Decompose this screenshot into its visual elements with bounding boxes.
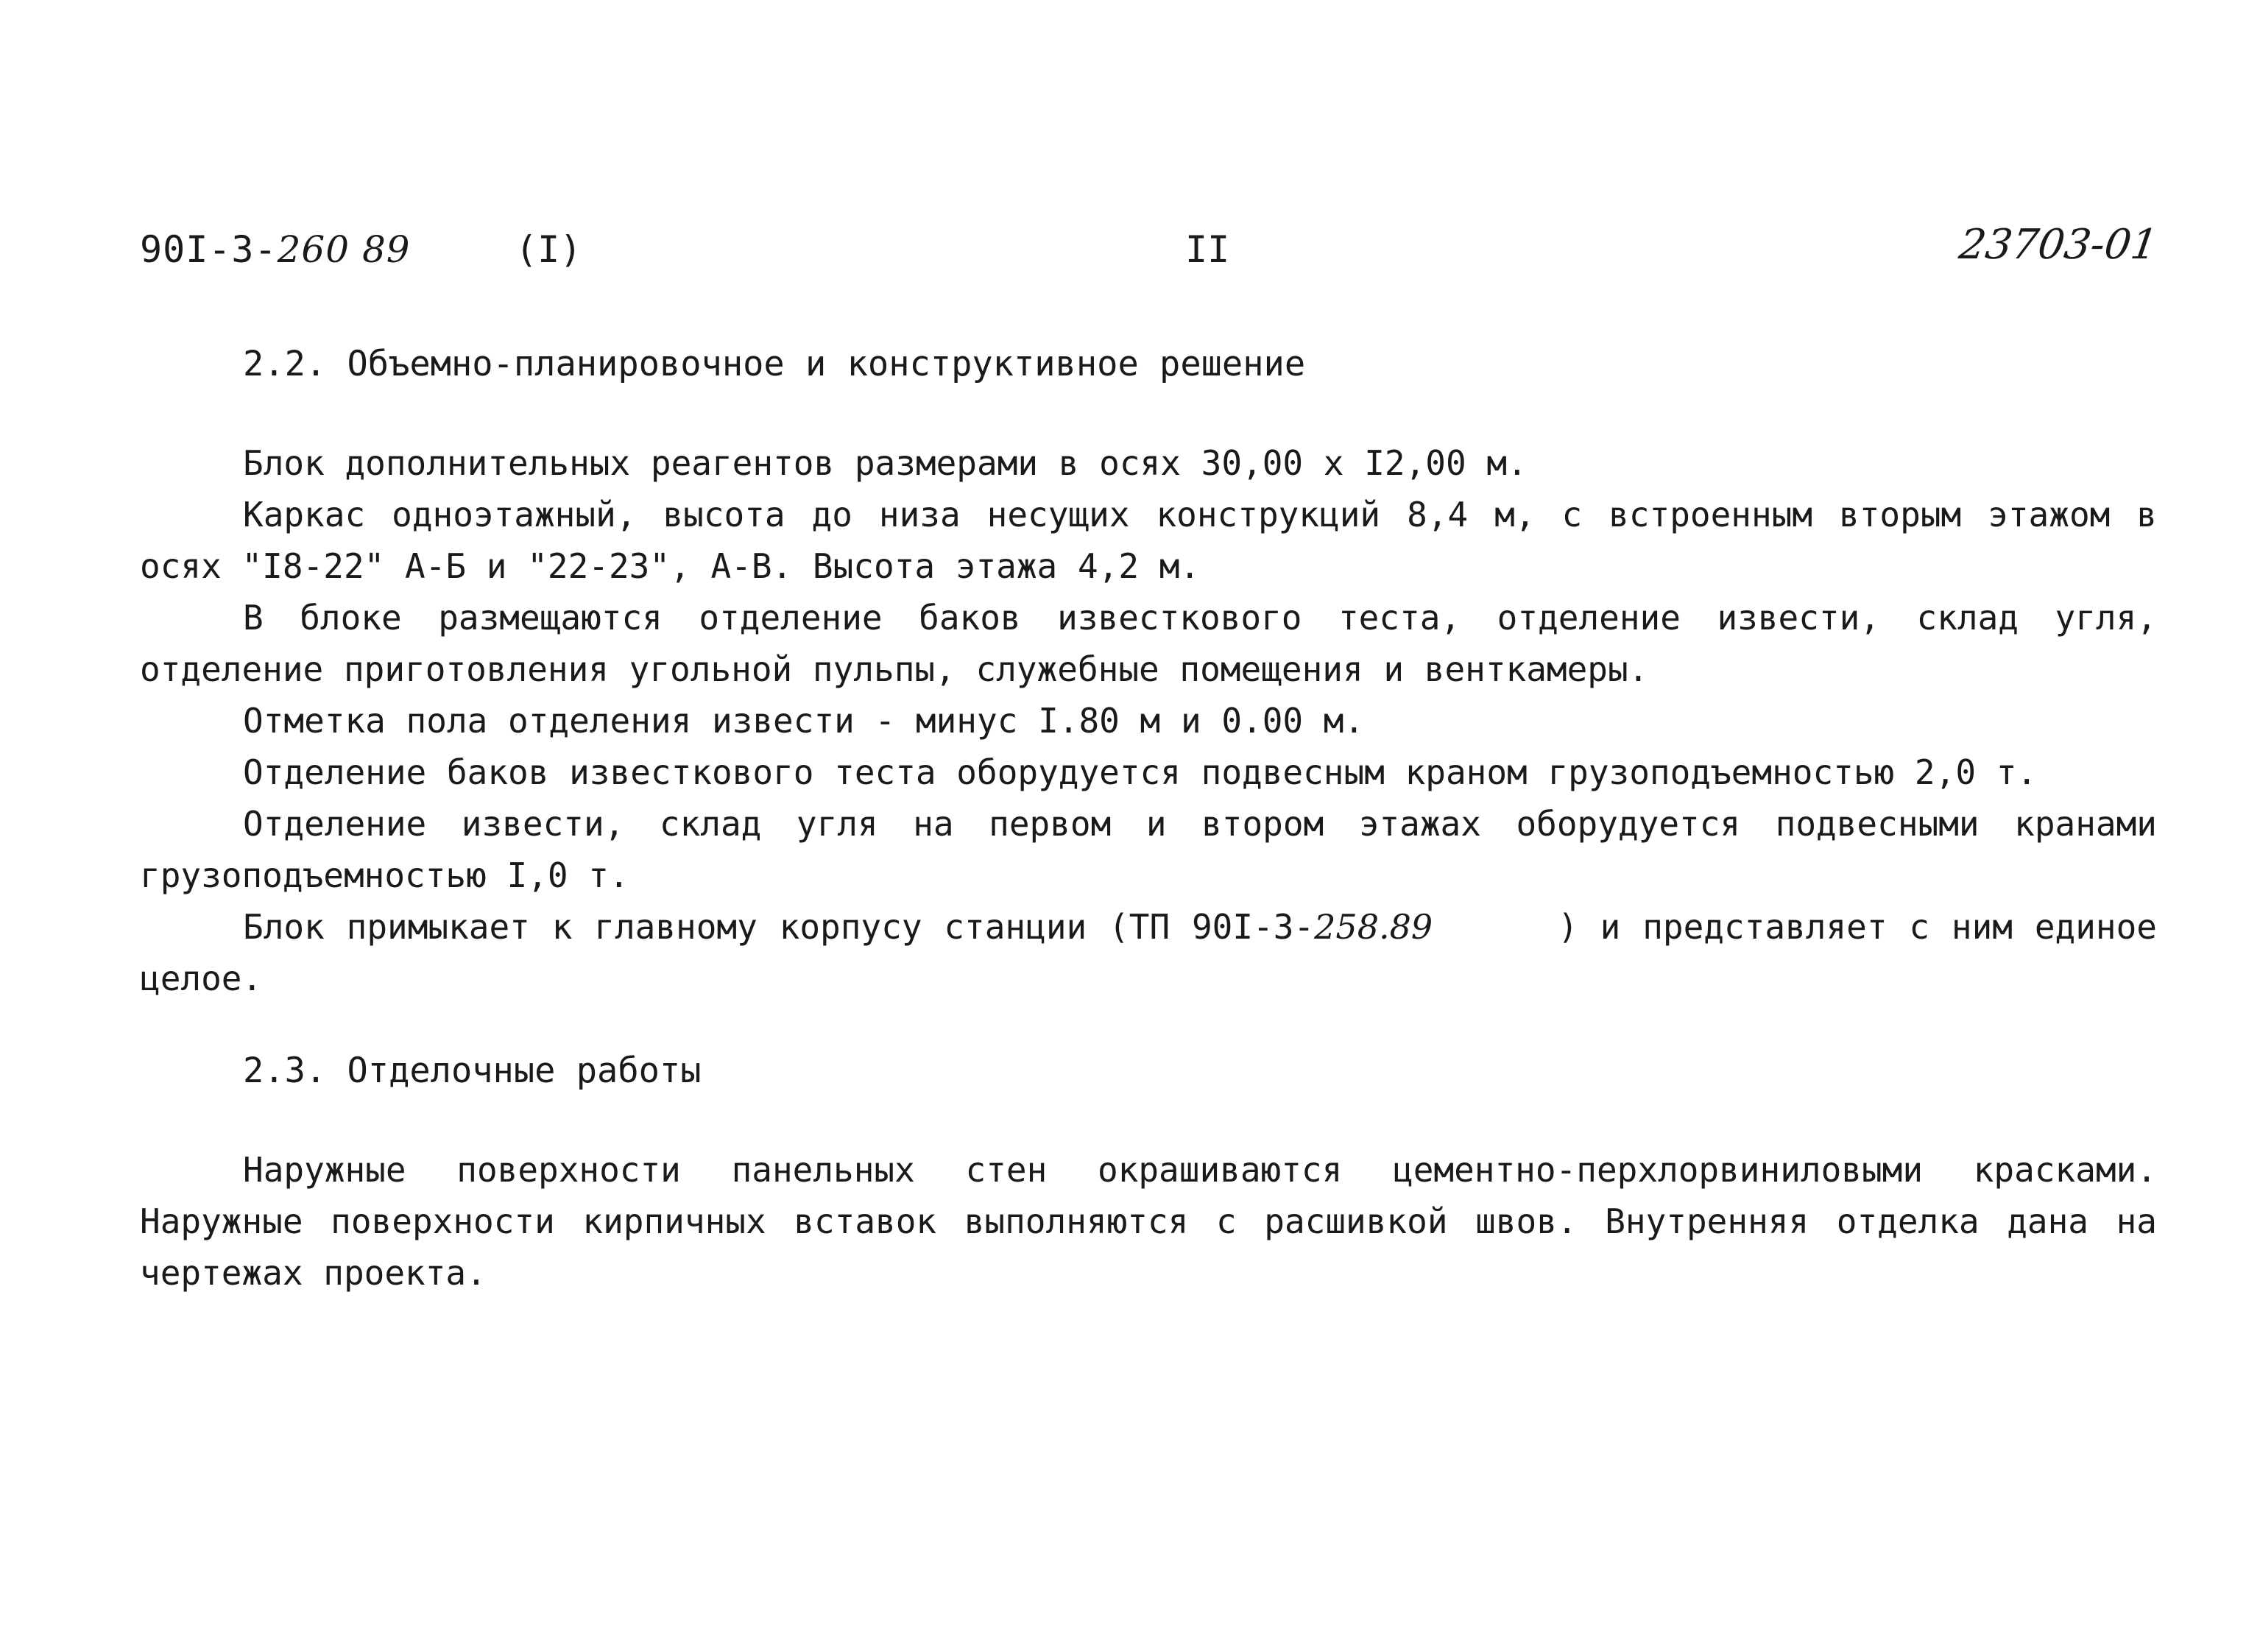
section-title-2-3: 2.3. Отделочные работы	[243, 1051, 702, 1091]
document-volume: (I)	[515, 228, 582, 271]
paragraph: Отделение извести, склад угля на первом и втором этажах оборудуется подвесными кранами грузоподъемностью I,0 т.	[140, 804, 2157, 895]
section-title-2-2: 2.2. Объемно-планировочное и конструктивное решение	[243, 344, 1306, 384]
paragraph: Наружные поверхности панельных стен окрашиваются цементно-перхлорвиниловыми красками. Наружные поверхности кирпичных вставок выполняются с расшивкой швов. Внутренняя отделка дана на чертежах проекта.	[140, 1150, 2157, 1293]
document-body	[140, 339, 2157, 1299]
paragraph-text: Блок примыкает к главному корпусу станции (ТП 90I-3-	[243, 907, 1315, 947]
inventory-number: 23703-01	[1956, 221, 2161, 269]
document-code	[140, 228, 411, 271]
paragraph-text: ) и представляет с ним единое целое.	[140, 907, 2158, 998]
handwritten-project-number: 258.89	[1314, 907, 1433, 947]
paragraph: Отметка пола отделения извести - минус I.80 м и 0.00 м.	[243, 701, 1365, 741]
page-number: II	[1185, 228, 1230, 271]
paragraph: Блок дополнительных реагентов размерами в осях 30,00 x I2,00 м.	[243, 443, 1528, 483]
paragraph: Отделение баков известкового теста оборудуется подвесным краном грузоподъемностью 2,0 т.	[243, 752, 2038, 792]
paragraph: В блоке размещаются отделение баков известкового теста, отделение извести, склад угля, отделение приготовления угольной пульпы, служебные помещения и венткамеры.	[140, 598, 2157, 689]
page-header	[140, 221, 2172, 287]
document-code-printed: 90I-3-	[140, 228, 278, 271]
paragraph: Каркас одноэтажный, высота до низа несущих конструкций 8,4 м, с встроенным вторым этажом в осях "I8-22" А-Б и "22-23", А-В. Высота этажа 4,2 м.	[140, 495, 2157, 586]
paragraph-main-building-reference	[140, 901, 2157, 1004]
document-code-handwritten: 260 89	[277, 228, 411, 271]
